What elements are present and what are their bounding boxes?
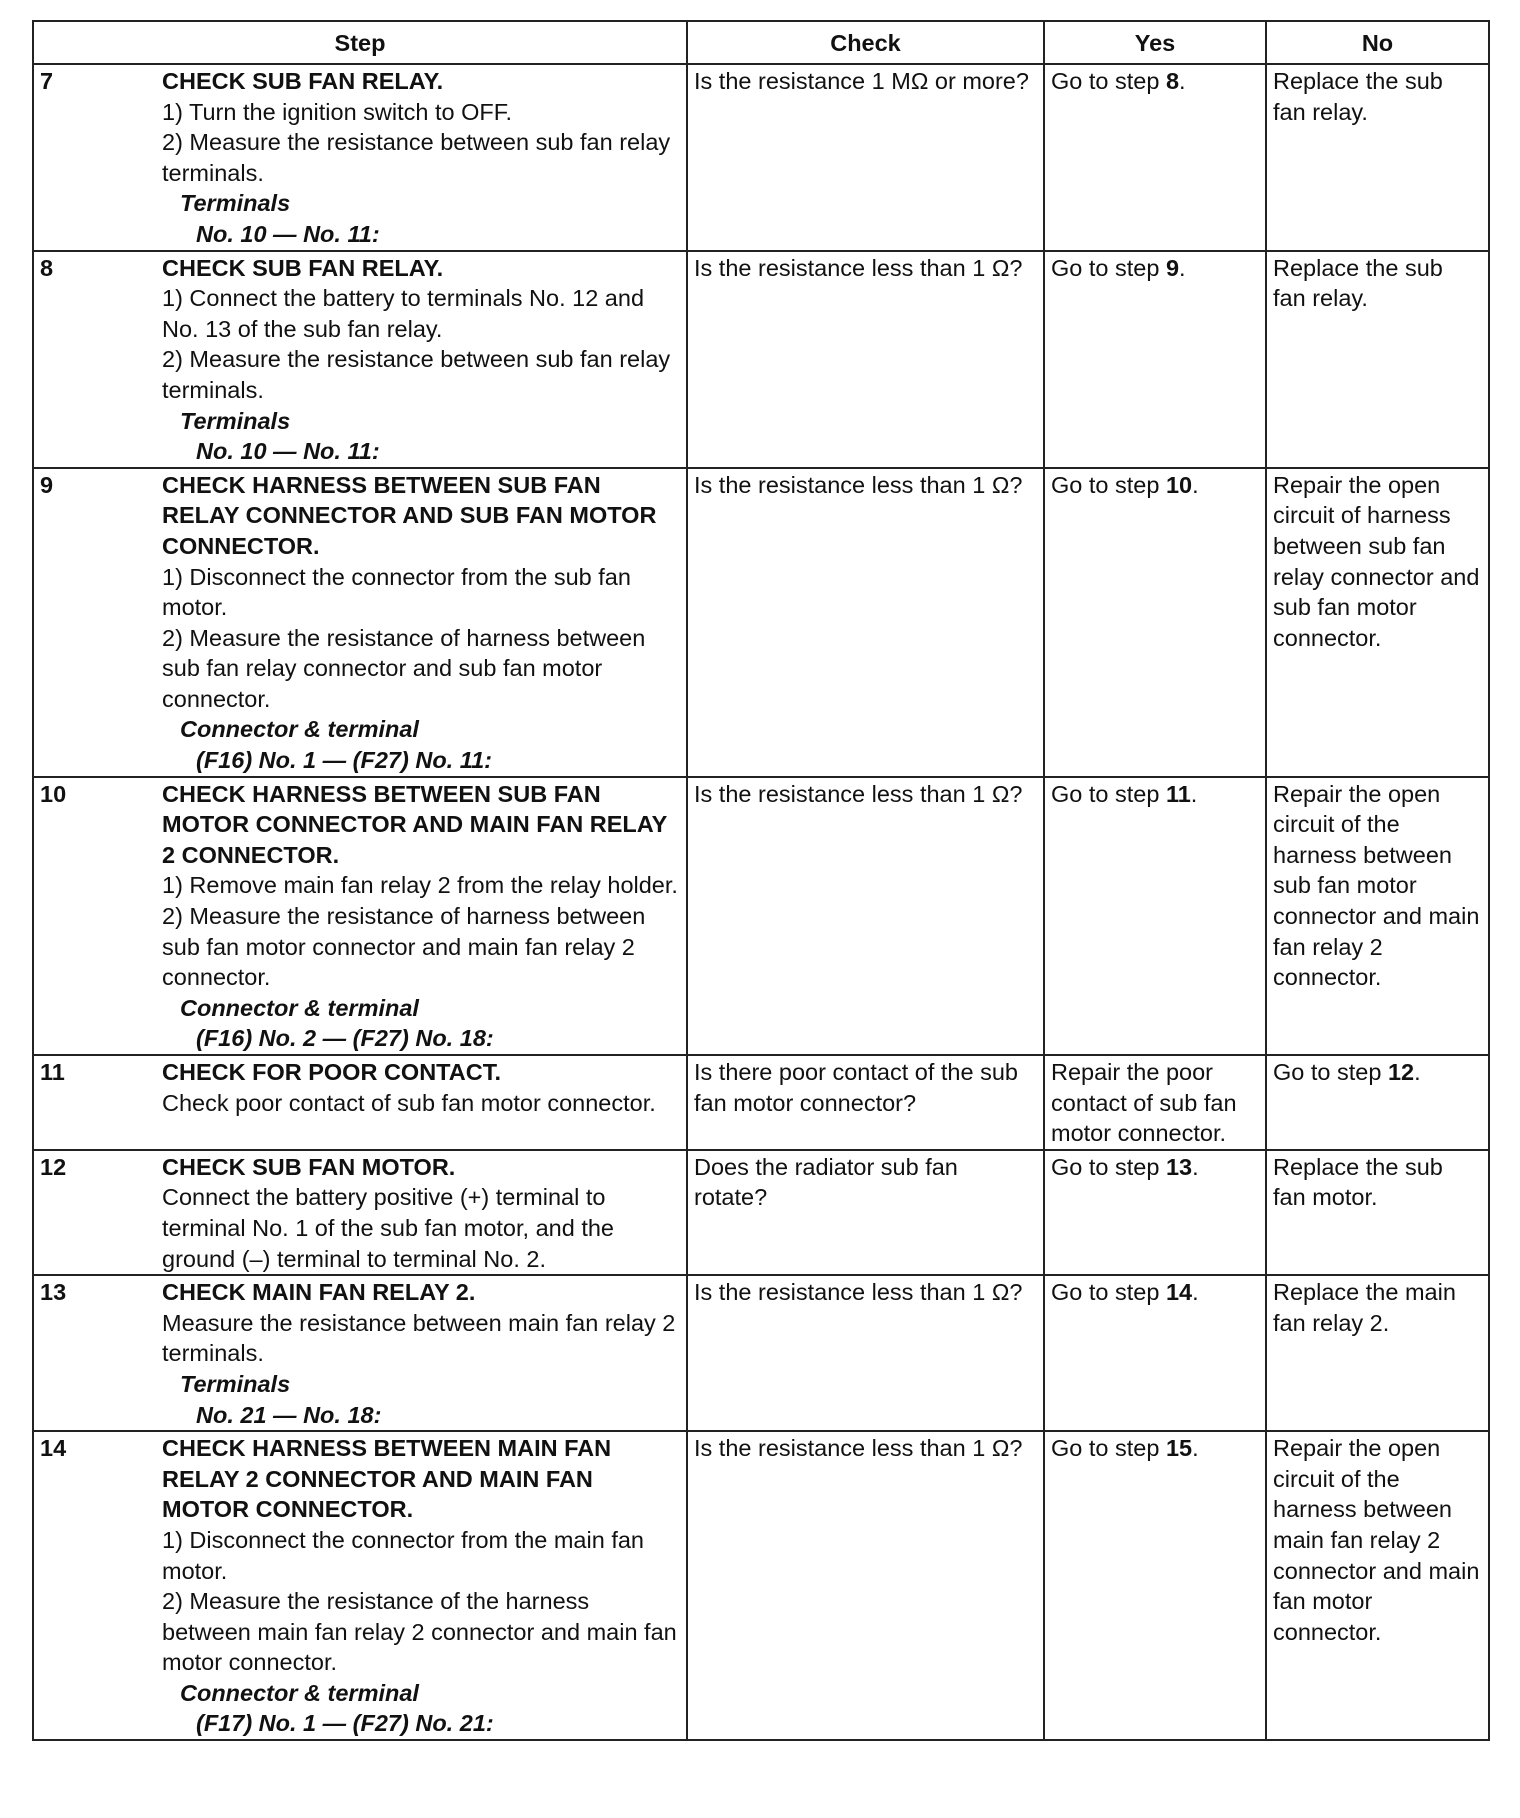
step-number: 7 (40, 68, 54, 94)
spec-value: No. 21 — No. 18: (196, 1401, 382, 1428)
table-row (33, 777, 1489, 1055)
step-number: 13 (40, 1279, 67, 1306)
yes-step-number: 13 (1165, 1153, 1193, 1180)
yes-step-number: 15 (1165, 1435, 1193, 1462)
no-text: Go to step (1273, 1059, 1388, 1085)
spec-value: (F16) No. 1 — (F27) No. 11: (196, 747, 492, 774)
spec-value: (F16) No. 2 — (F27) No. 18: (196, 1025, 494, 1052)
yes-step-number: 11 (1165, 780, 1191, 807)
yes-step-number: 8 (1165, 68, 1180, 94)
no-step-number: 12 (1387, 1059, 1415, 1085)
page (32, 20, 1488, 1741)
check-cell: Is the resistance less than 1 Ω? (687, 777, 1044, 1055)
step-title: CHECK FOR POOR CONTACT. (162, 1059, 502, 1085)
step-instruction: 2) Measure the resistance of harness between sub fan relay connector and sub fan motor connector. (162, 624, 646, 712)
step-cell (33, 1055, 687, 1150)
step-cell (33, 251, 687, 468)
no-cell: Replace the sub fan relay. (1266, 64, 1489, 251)
yes-step-number: 9 (1165, 254, 1180, 281)
table-row (33, 1275, 1489, 1431)
no-suffix: . (1414, 1059, 1421, 1085)
yes-step-number: 14 (1165, 1279, 1193, 1306)
yes-text: Go to step (1051, 68, 1166, 94)
header-no: No (1266, 21, 1489, 64)
step-instruction: 1) Disconnect the connector from the main fan motor. (162, 1526, 644, 1584)
check-cell: Does the radiator sub fan rotate? (687, 1150, 1044, 1275)
check-cell: Is the resistance less than 1 Ω? (687, 468, 1044, 777)
yes-cell (1044, 64, 1266, 251)
no-cell: Replace the main fan relay 2. (1266, 1275, 1489, 1431)
yes-cell (1044, 468, 1266, 777)
step-instruction: Measure the resistance between main fan relay 2 terminals. (162, 1309, 676, 1367)
check-cell: Is there poor contact of the sub fan motor connector? (687, 1055, 1044, 1150)
yes-cell (1044, 1150, 1266, 1275)
step-number: 11 (40, 1059, 65, 1085)
step-instruction: 1) Remove main fan relay 2 from the relay holder. (162, 872, 678, 899)
spec-label: Terminals (180, 1370, 291, 1397)
header-row (33, 21, 1489, 64)
table-row (33, 468, 1489, 777)
no-cell: Replace the sub fan relay. (1266, 251, 1489, 468)
step-cell (33, 1150, 687, 1275)
step-instruction: 2) Measure the resistance between sub fan relay terminals. (162, 129, 671, 186)
no-cell (1266, 1055, 1489, 1150)
yes-text: Go to step (1051, 471, 1166, 498)
yes-text: Go to step (1051, 1153, 1166, 1180)
spec-label: Connector & terminal (180, 994, 419, 1021)
step-title: CHECK SUB FAN RELAY. (162, 68, 444, 94)
step-instruction: 2) Measure the resistance between sub fan relay terminals. (162, 346, 671, 403)
yes-suffix: . (1192, 1279, 1199, 1306)
check-cell: Is the resistance less than 1 Ω? (687, 1431, 1044, 1740)
header-yes: Yes (1044, 21, 1266, 64)
check-cell: Is the resistance 1 MΩ or more? (687, 64, 1044, 251)
yes-suffix: . (1179, 254, 1186, 281)
table-row (33, 1055, 1489, 1150)
spec-value: No. 10 — No. 11: (196, 220, 380, 247)
step-number: 14 (40, 1435, 67, 1462)
spec-label: Terminals (180, 190, 291, 217)
header-step: Step (33, 21, 687, 64)
yes-cell (1044, 1431, 1266, 1740)
yes-cell (1044, 1275, 1266, 1431)
step-number: 9 (40, 471, 54, 498)
step-cell (33, 468, 687, 777)
yes-text: Go to step (1051, 1435, 1166, 1462)
spec-value: (F17) No. 1 — (F27) No. 21: (196, 1710, 494, 1737)
yes-text: Go to step (1051, 1279, 1166, 1306)
spec-label: Terminals (180, 407, 291, 434)
yes-suffix: . (1179, 68, 1186, 94)
step-instruction: 1) Disconnect the connector from the sub fan motor. (162, 563, 631, 621)
step-cell (33, 777, 687, 1055)
yes-suffix: . (1192, 1435, 1199, 1462)
table-row (33, 64, 1489, 251)
spec-label: Connector & terminal (180, 716, 419, 743)
step-cell (33, 1431, 687, 1740)
spec-value: No. 10 — No. 11: (196, 438, 380, 465)
no-cell: Replace the sub fan motor. (1266, 1150, 1489, 1275)
step-instruction: Connect the battery positive (+) terminal to terminal No. 1 of the sub fan motor, and the ground (–) terminal to terminal No. 2. (162, 1184, 614, 1272)
step-cell (33, 64, 687, 251)
step-title: CHECK MAIN FAN RELAY 2. (162, 1279, 476, 1306)
diagnostic-table (32, 20, 1490, 1741)
step-number: 8 (40, 254, 54, 281)
yes-text: Go to step (1051, 780, 1166, 807)
no-cell: Repair the open circuit of the harness between sub fan motor connector and main fan relay 2 connector. (1266, 777, 1489, 1055)
spec-label: Connector & terminal (180, 1679, 419, 1706)
yes-suffix: . (1190, 780, 1198, 807)
step-instruction: 2) Measure the resistance of the harness between main fan relay 2 connector and main fan motor connector. (162, 1588, 677, 1676)
step-number: 12 (40, 1153, 67, 1180)
table-row (33, 251, 1489, 468)
step-title: CHECK HARNESS BETWEEN SUB FAN RELAY CONNECTOR AND SUB FAN MOTOR CONNECTOR. (162, 471, 657, 559)
step-title: CHECK HARNESS BETWEEN MAIN FAN RELAY 2 CONNECTOR AND MAIN FAN MOTOR CONNECTOR. (162, 1435, 612, 1523)
step-instruction: 2) Measure the resistance of harness between sub fan motor connector and main fan relay 2 connector. (162, 903, 646, 991)
check-cell: Is the resistance less than 1 Ω? (687, 251, 1044, 468)
table-row (33, 1431, 1489, 1740)
no-cell: Repair the open circuit of harness between sub fan relay connector and sub fan motor connector. (1266, 468, 1489, 777)
yes-cell: Repair the poor contact of sub fan motor connector. (1044, 1055, 1266, 1150)
yes-text: Go to step (1051, 254, 1166, 281)
step-instruction: Check poor contact of sub fan motor connector. (162, 1089, 656, 1116)
step-title: CHECK SUB FAN RELAY. (162, 254, 444, 281)
yes-suffix: . (1192, 471, 1199, 498)
step-title: CHECK SUB FAN MOTOR. (162, 1153, 456, 1180)
no-cell: Repair the open circuit of the harness between main fan relay 2 connector and main fan motor connector. (1266, 1431, 1489, 1740)
header-check: Check (687, 21, 1044, 64)
yes-suffix: . (1192, 1153, 1199, 1180)
yes-cell (1044, 777, 1266, 1055)
step-number: 10 (40, 780, 67, 807)
yes-step-number: 10 (1165, 471, 1193, 498)
table-row (33, 1150, 1489, 1275)
step-instruction: 1) Turn the ignition switch to OFF. (162, 98, 513, 125)
step-instruction: 1) Connect the battery to terminals No. 12 and No. 13 of the sub fan relay. (162, 285, 645, 342)
check-cell: Is the resistance less than 1 Ω? (687, 1275, 1044, 1431)
step-title: CHECK HARNESS BETWEEN SUB FAN MOTOR CONNECTOR AND MAIN FAN RELAY 2 CONNECTOR. (162, 780, 667, 868)
step-cell (33, 1275, 687, 1431)
yes-cell (1044, 251, 1266, 468)
